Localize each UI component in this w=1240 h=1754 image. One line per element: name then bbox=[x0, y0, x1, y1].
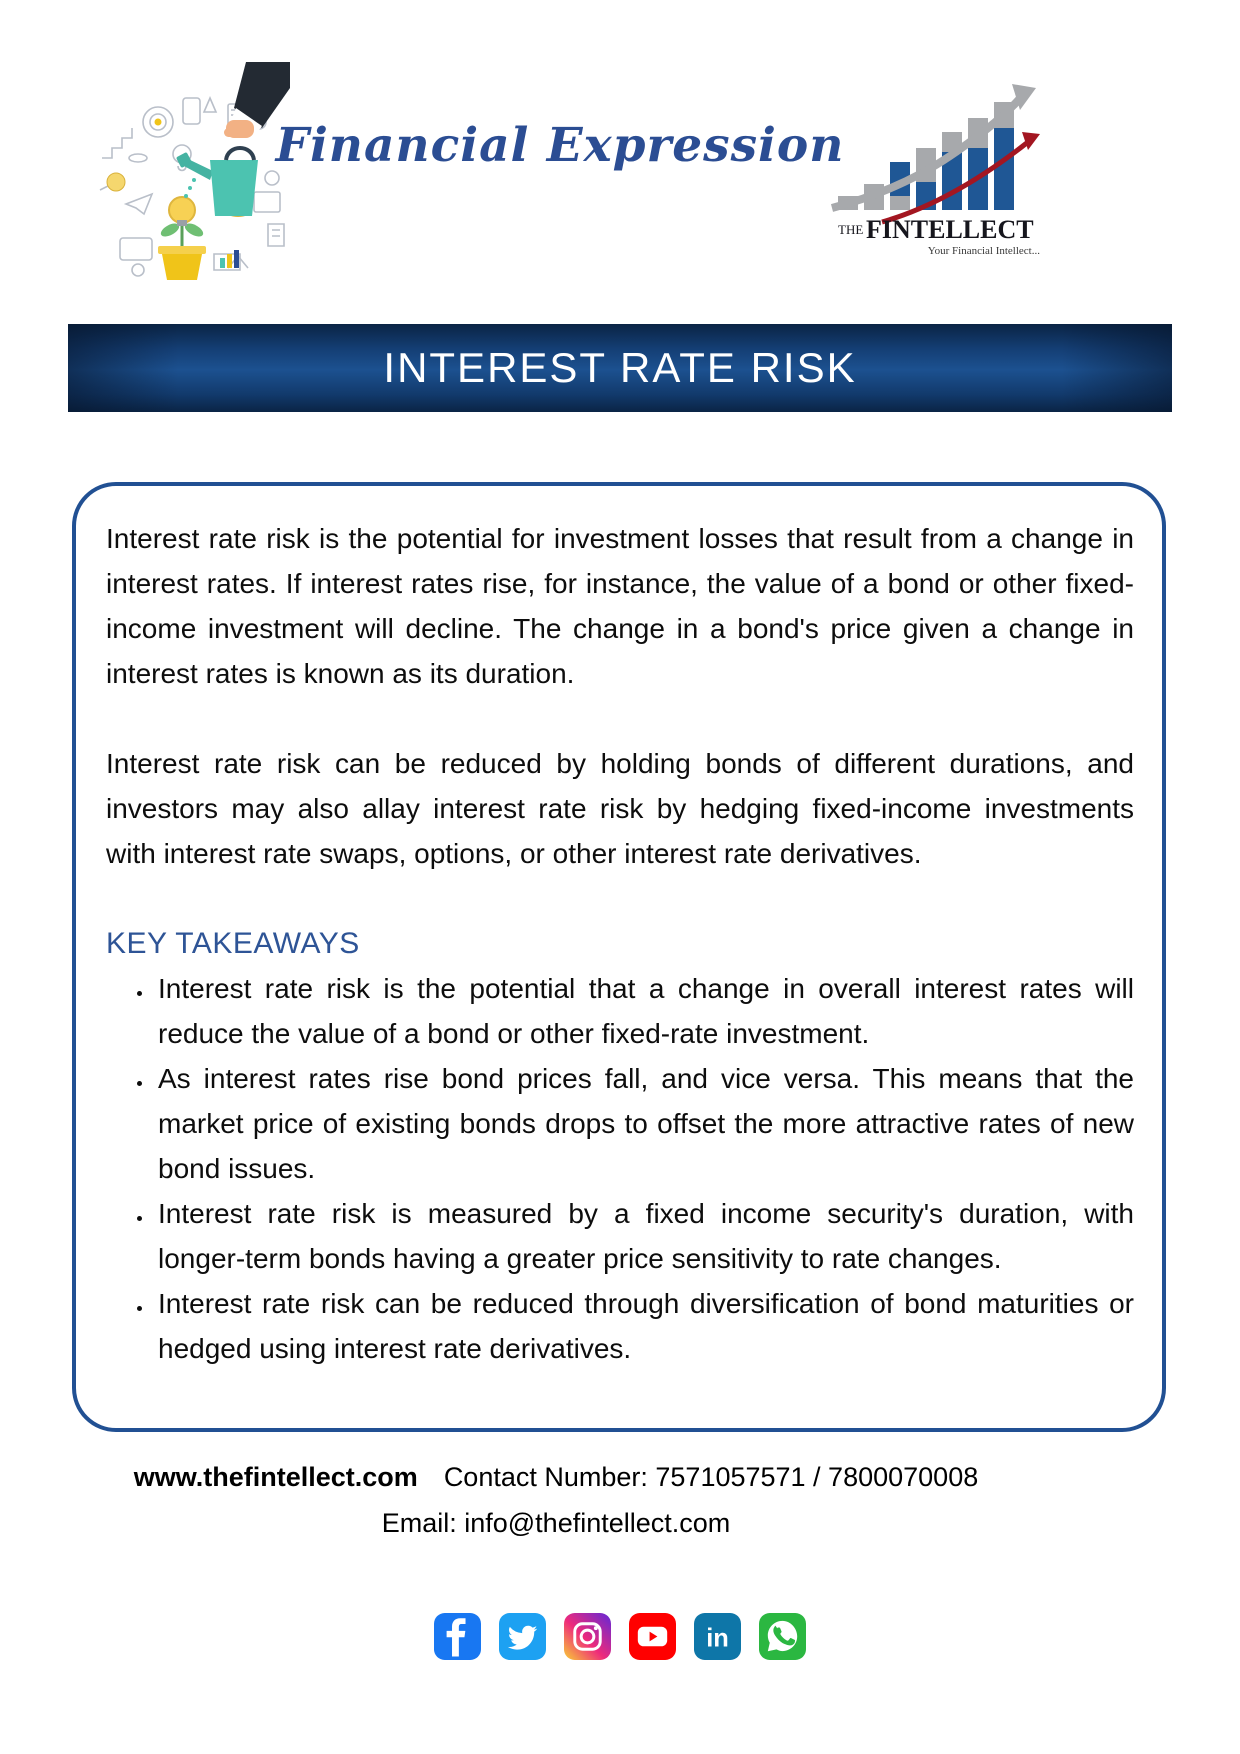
website-text: www.thefintellect.com bbox=[133, 1462, 418, 1492]
contact-number-text: Contact Number: 7571057571 / 7800070008 bbox=[443, 1462, 979, 1492]
linkedin-icon[interactable] bbox=[694, 1613, 741, 1660]
page-title: INTEREST RATE RISK bbox=[383, 344, 857, 391]
article-box bbox=[72, 482, 1166, 1432]
logo-word-the: THE bbox=[838, 222, 864, 237]
youtube-icon[interactable] bbox=[629, 1613, 676, 1660]
takeaway-item: • Interest rate risk is the potential that a change in overall interest rates will reduce the value of a bond or other fixed-rate investment. bbox=[154, 966, 1134, 1056]
title-banner bbox=[68, 324, 1172, 412]
fintellect-logo bbox=[830, 82, 1042, 260]
paragraph-mitigation: Interest rate risk can be reduced by holding bonds of different durations, and investors may also allay interest rate risk by hedging fixed-income investments with interest rate swaps, options, or other interest rate derivatives. bbox=[106, 748, 1134, 869]
whatsapp-icon[interactable] bbox=[759, 1613, 806, 1660]
logo-tagline: Your Financial Intellect... bbox=[927, 245, 1040, 257]
email-text: Email: info@thefintellect.com bbox=[381, 1508, 731, 1538]
logo-word-fintellect: FINTELLECT bbox=[866, 215, 1034, 244]
footer-email-line bbox=[0, 1508, 1112, 1539]
paragraph-definition: Interest rate risk is the potential for investment losses that result from a change in interest rates. If interest rates rise, for instance, the value of a bond or other fixed-income investment will decline. The change in a bond's price given a change in interest rates is known as its duration. bbox=[106, 523, 1134, 689]
takeaway-item: • Interest rate risk can be reduced through diversification of bond maturities or hedged using interest rate derivatives. bbox=[154, 1281, 1134, 1371]
takeaway-item: • As interest rates rise bond prices fall, and vice versa. This means that the market price of existing bonds drops to offset the more attractive rates of new bond issues. bbox=[154, 1056, 1134, 1191]
facebook-icon[interactable] bbox=[434, 1613, 481, 1660]
key-takeaways-heading: KEY TAKEAWAYS bbox=[106, 927, 360, 960]
brand-title: Financial Expression bbox=[275, 118, 845, 173]
social-icons-row bbox=[0, 1613, 1240, 1660]
footer-contact-line bbox=[0, 1462, 1112, 1493]
svg-text:in: in bbox=[706, 1624, 729, 1653]
twitter-icon[interactable] bbox=[499, 1613, 546, 1660]
logo-bar-chart bbox=[838, 102, 1014, 210]
header bbox=[0, 0, 1240, 300]
takeaway-item: • Interest rate risk is measured by a fixed income security's duration, with longer-term bonds having a greater price sensitivity to rate changes. bbox=[154, 1191, 1134, 1281]
key-takeaways-list bbox=[106, 966, 1134, 1371]
instagram-icon[interactable] bbox=[564, 1613, 611, 1660]
